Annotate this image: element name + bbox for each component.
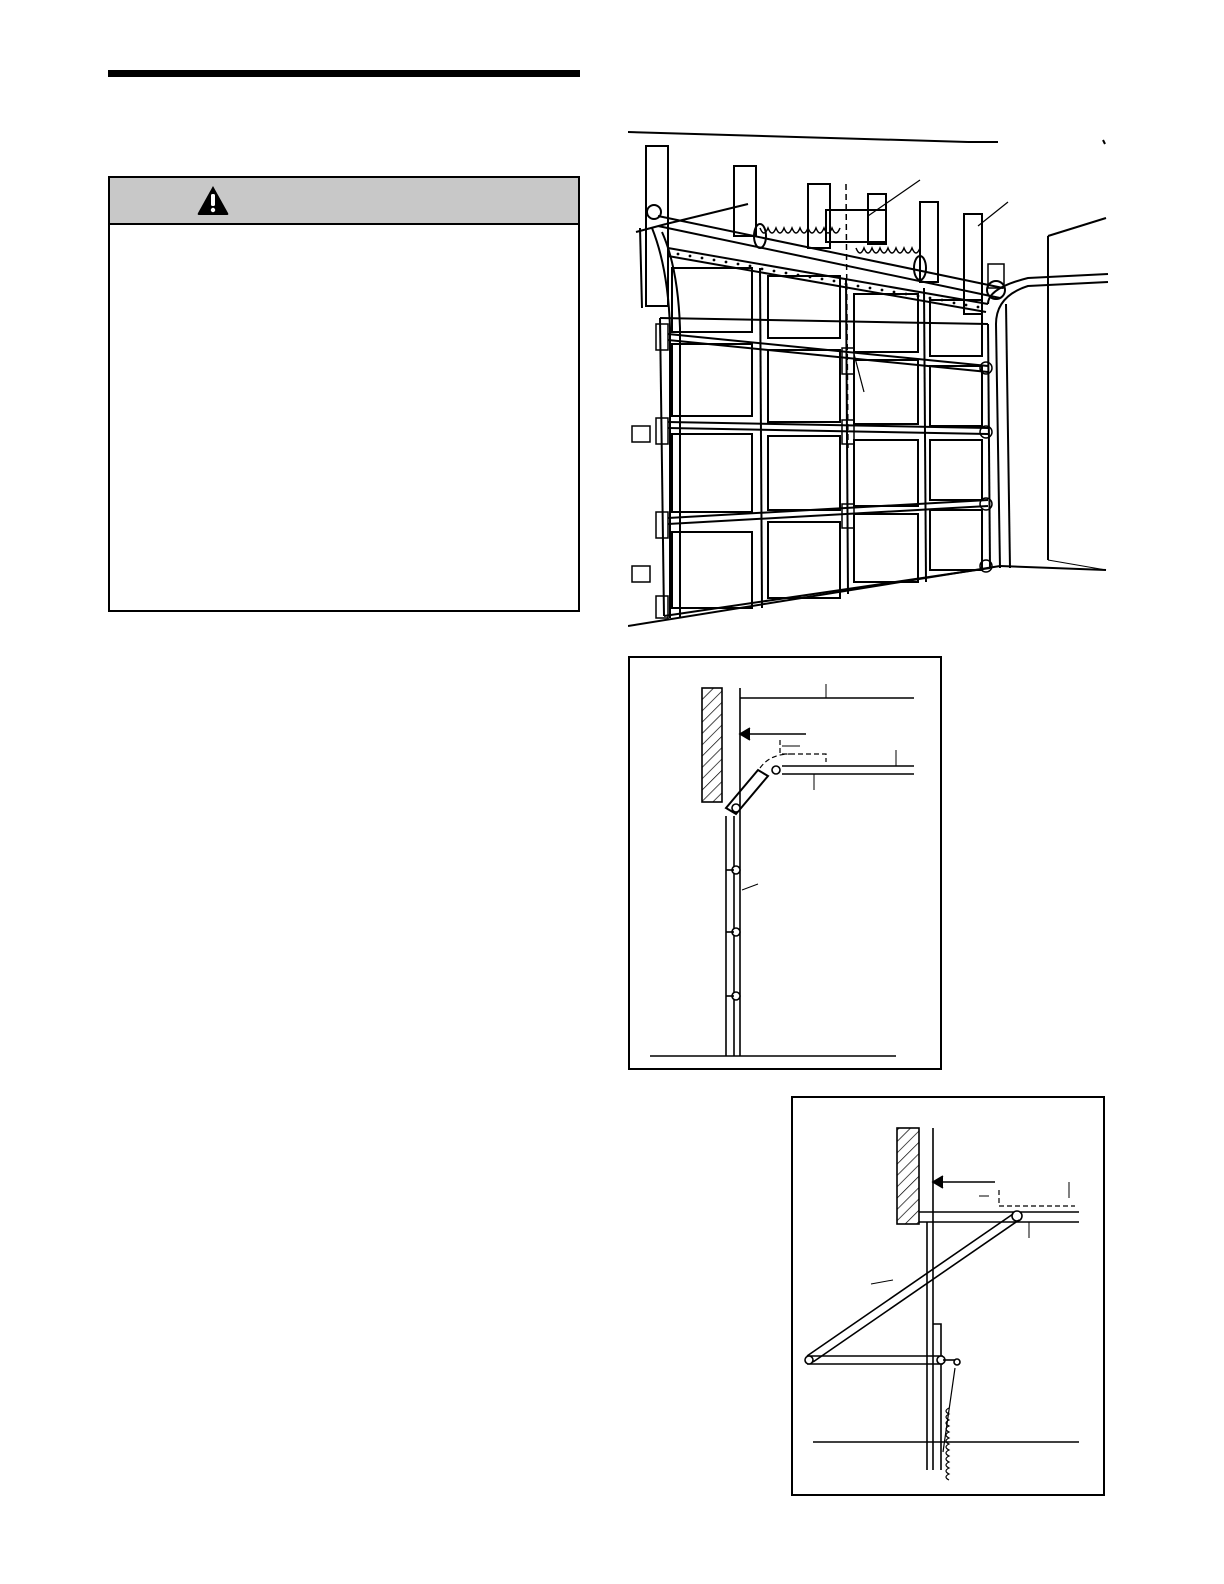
sectional-track-drawing — [630, 658, 940, 1068]
one-piece-door-drawing — [793, 1098, 1103, 1494]
sectional-door-drawing — [628, 128, 1110, 630]
sectional-door-illustration — [628, 128, 1110, 630]
top-rule — [108, 70, 580, 77]
warning-body — [110, 225, 578, 257]
sectional-door-side-view — [628, 656, 942, 1070]
one-piece-door-side-view — [791, 1096, 1105, 1496]
warning-box — [108, 176, 580, 612]
warning-triangle-icon — [196, 184, 230, 216]
warning-header — [110, 178, 578, 225]
